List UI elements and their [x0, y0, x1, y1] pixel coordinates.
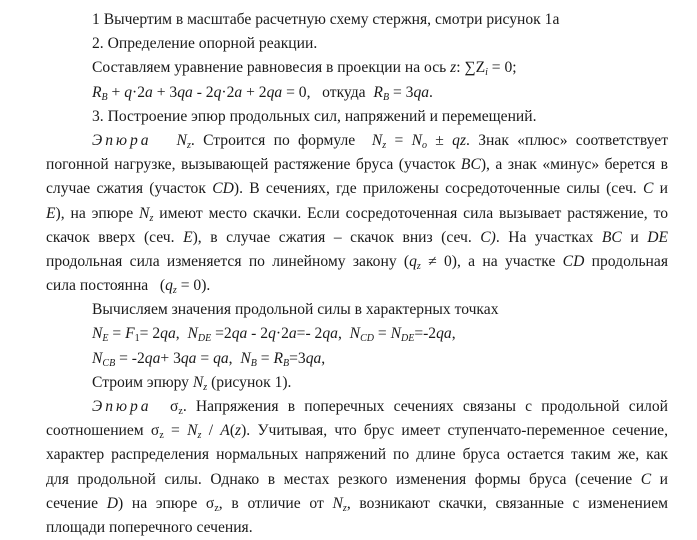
step-2-text: 2. Определение опорной реакции. — [92, 35, 318, 53]
p2-line-6: площади поперечного сечения. — [46, 518, 253, 536]
step-2-line — [46, 32, 668, 56]
compute-text: Вычисляем значения продольной силы в характерных точках — [92, 301, 499, 319]
values-line-2: $N_{CB} = -2qa+ 3qa$ = qa, $N_B = R_B=3qa$, — [92, 349, 326, 369]
p2-line-5: сечение D) на эпюре $\sigma_z$, в отличие от $N_z$, возникают скачки, связанные с изменением — [46, 494, 668, 514]
p2-line-2: соотношением $\sigma_z = N_z / A(z)$. Учитывая, что брус имеет ступенчато-переменное сечение, — [46, 422, 668, 442]
p2-line-3: характер распределения нормальных напряжений по длине бруса остается таким же, как — [46, 446, 668, 464]
p1-line-1: Эпюра $N_z$. Строится по формуле $N_z = N_o$ ± qz. Знак «плюс» соответствует — [92, 131, 669, 151]
p2-line-4: для продольной силы. Однако в местах резкого изменения формы бруса (сечение C и — [46, 470, 668, 488]
step-3-text: 3. Построение эпюр продольных сил, напряжений и перемещений. — [92, 107, 537, 125]
values-line-1: $N_E = F_1= 2qa$, $N_{DE} =2qa - 2q\cdot 2a=-$ 2qa, $N_{CD} = N_{DE}=-2qa$, — [92, 325, 456, 345]
step-3-line — [46, 105, 668, 129]
sum-index: i — [485, 67, 488, 79]
p2-line-1: Эпюра $\sigma_z$. Напряжения в поперечных сечениях связаны с продольной силой — [92, 398, 668, 417]
p1-line-6: продольная сила изменяется по линейному закону $(q_z \ne 0)$, а на участке CD продольная — [46, 252, 668, 272]
p1-line-3: случае сжатия (участок CD). В сечениях, где приложены сосредоточенные силы (сеч. C и — [46, 180, 668, 198]
p1-line-5: скачок вверх (сеч. E), в случае сжатия – скачок вниз (сеч. C). На участках BC и DE — [46, 228, 668, 246]
reaction-equation: $R_B + q\cdot 2a + 3qa - 2q\cdot 2a + 2qa = 0$, откуда $R_B = 3qa$. — [92, 83, 433, 103]
axis-z: z — [450, 59, 457, 77]
compute-line — [46, 298, 668, 322]
p1-line-2: погонной нагрузке, вызывающей растяжение бруса (участок BC), а знак «минус» берется в — [46, 156, 668, 174]
sum-eq: = 0; — [487, 59, 517, 77]
step-1-text: 1 Вычертим в масштабе расчетную схему стержня, смотри рисунок 1а — [92, 11, 560, 28]
p1-line-4: E), на эпюре $N_z$ имеют место скачки. Если сосредоточенная сила вызывает растяжение, то — [46, 204, 668, 224]
p1-line-7: сила постоянна $(q_z = 0)$. — [46, 277, 211, 297]
build-diagram-line: Строим эпюру $N_z$ (рисунок 1). — [92, 373, 292, 393]
paragraph-nz — [46, 129, 668, 298]
document-body — [46, 8, 668, 540]
paragraph-sigma — [46, 395, 668, 540]
step-1-line — [46, 8, 668, 32]
equilibrium-text: Составляем уравнение равновесия в проекции на ось — [92, 59, 451, 77]
sum-z: : ∑Z — [456, 59, 486, 77]
equilibrium-line — [46, 56, 668, 80]
